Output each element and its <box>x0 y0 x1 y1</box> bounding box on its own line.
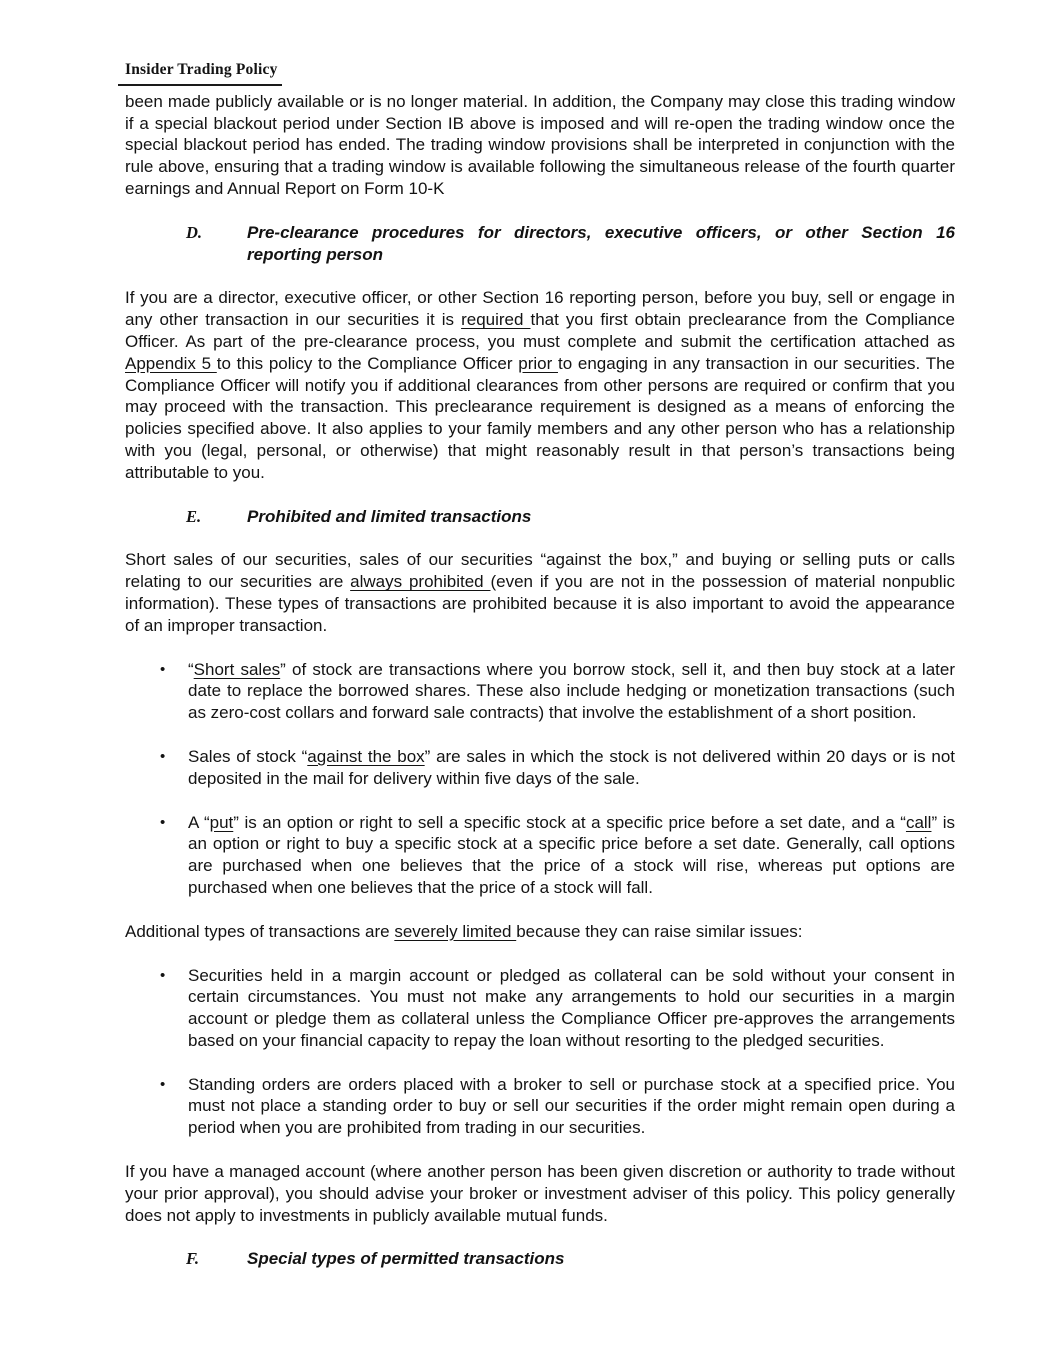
list-item-short-sales <box>125 659 955 724</box>
document-title: Insider Trading Policy <box>125 61 278 78</box>
list-item-text: Sales of stock “against the box” are sales in which the stock is not delivered within 20 days or is not deposited in the mail for delivery within five days of the sale. <box>188 746 955 788</box>
section-label-d: D. <box>186 222 203 242</box>
bullet-marker: • <box>160 1075 166 1093</box>
paragraph-severely-limited: Additional types of transactions are severely limited because they can raise similar issues: <box>125 921 803 941</box>
list-item-put-call <box>125 812 955 899</box>
paragraph-preclearance: If you are a director, executive officer, or other Section 16 reporting person, before you buy, sell or engage in any other transaction in our securities it is required that you first obtain preclearance from the Compliance Officer. As part of the pre-clearance process, you must complete and submit the certification attached as Appendix 5 to this policy to the Compliance Officer prior to engaging in any transaction in our securities. The Compliance Officer will notify you if additional clearances from other persons are required or confirm that you may proceed with the transaction. This preclearance requirement is designed as a means of enforcing the policies specified above. It also applies to your family members and any other person who has a relationship with you (legal, personal, or otherwise) that might reasonably result in that person’s transactions being attributable to you. <box>125 288 955 482</box>
bullet-marker: • <box>160 966 166 984</box>
section-heading-e <box>125 506 955 528</box>
paragraph-trading-window: been made publicly available or is no longer material. In addition, the Company may close this trading window if a special blackout period under Section IB above is imposed and will re-open the trading window once the special blackout period has ended. The trading window provisions shall be interpreted in conjunction with the rule above, ensuring that a trading window is available following the simultaneous release of the fourth quarter earnings and Annual Report on Form 10-K <box>125 91 955 198</box>
document-header <box>118 58 282 86</box>
section-heading-d <box>125 222 955 266</box>
bullet-marker: • <box>160 660 166 678</box>
bullet-marker: • <box>160 813 166 831</box>
list-item-text: A “put” is an option or right to sell a specific stock at a specific price before a set date, and a “call” is an option or right to buy a specific stock at a specific price before a set date. Generally, call options are purchased when one believes that the price of a stock will rise, whereas put options are purchased when one believes that the price of a stock will fall. <box>188 812 955 897</box>
list-item-text: “Short sales” of stock are transactions where you borrow stock, sell it, and then buy stock at a later date to replace the borrowed shares. These also include hedging or monetization transactions (such as zero-cost collars and forward sale contracts) that involve the establishment of a short position. <box>188 659 955 723</box>
list-item-margin-account <box>125 965 955 1052</box>
list-item-against-the-box <box>125 746 955 790</box>
section-title-e: Prohibited and limited transactions <box>247 506 532 526</box>
section-title-d: Pre-clearance procedures for directors, executive officers, or other Section 16 reporting person <box>247 222 955 264</box>
section-label-f: F. <box>186 1249 200 1269</box>
bullet-marker: • <box>160 747 166 765</box>
list-item-text: Securities held in a margin account or pledged as collateral can be sold without your consent in certain circumstances. You must not make any arrangements to hold our securities in a margin account or pledge them as collateral unless the Compliance Officer pre-approves the arrangements based on your financial capacity to repay the loan without resorting to the pledged securities. <box>188 965 955 1050</box>
section-heading-f <box>125 1248 955 1270</box>
section-label-e: E. <box>186 506 202 526</box>
section-title-f: Special types of permitted transactions <box>247 1249 565 1269</box>
list-item-text: Standing orders are orders placed with a broker to sell or purchase stock at a specified price. You must not place a standing order to buy or sell our securities if the order might remain open during a period when you are prohibited from trading in our securities. <box>188 1074 955 1138</box>
list-item-standing-orders <box>125 1074 955 1139</box>
paragraph-managed-account: If you have a managed account (where another person has been given discretion or authority to trade without your prior approval), you should advise your broker or investment adviser of this policy. This policy generally does not apply to investments in publicly available mutual funds. <box>125 1162 955 1225</box>
paragraph-prohibited-intro: Short sales of our securities, sales of our securities “against the box,” and buying or selling puts or calls relating to our securities are always prohibited (even if you are not in the possession of material nonpublic information). These types of transactions are prohibited because it is also important to avoid the appearance of an improper transaction. <box>125 550 955 635</box>
